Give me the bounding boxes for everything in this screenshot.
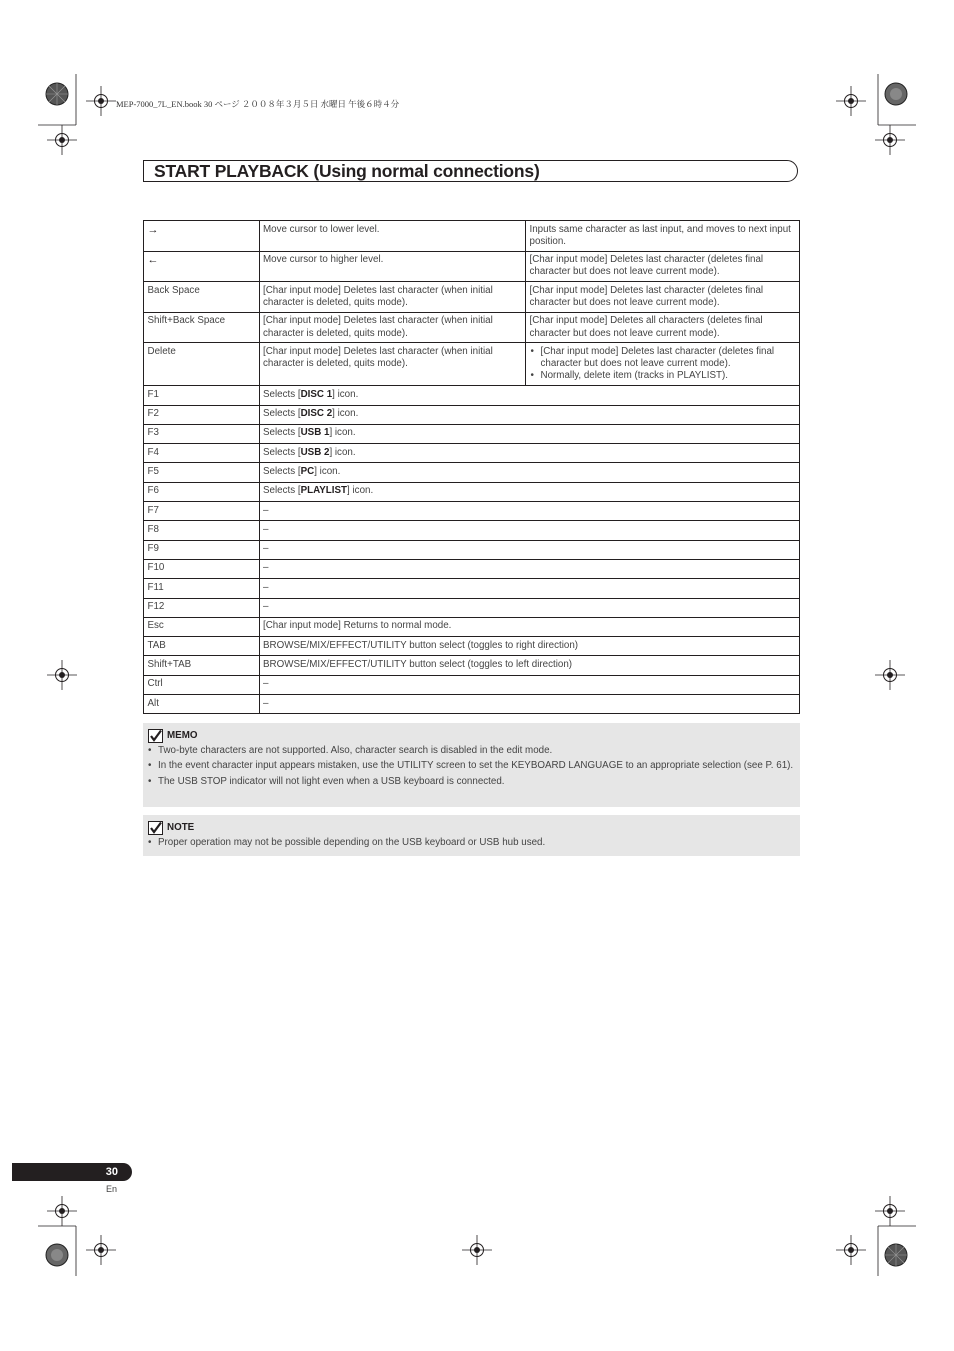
key-cell: F5 bbox=[144, 463, 260, 482]
table-row bbox=[144, 675, 800, 694]
list-item: • Two-byte characters are not supported. Also, character search is disabled in the edit mode. bbox=[148, 745, 794, 757]
key-cell bbox=[144, 221, 260, 252]
action-cell: [Char input mode] Returns to normal mode. bbox=[259, 617, 800, 636]
bullet-list bbox=[530, 346, 797, 383]
action-cell bbox=[526, 343, 800, 386]
action-cell: Selects [PC] icon. bbox=[259, 463, 800, 482]
action-cell: [Char input mode] Deletes last character (deletes final character but does not leave current mode). bbox=[526, 282, 800, 313]
list-item: • Proper operation may not be possible depending on the USB keyboard or USB hub used. bbox=[148, 837, 794, 849]
keyboard-operations-table bbox=[143, 220, 800, 714]
action-cell: [Char input mode] Deletes last character (deletes final character but does not leave current mode). bbox=[526, 251, 800, 282]
action-cell: – bbox=[259, 540, 800, 559]
key-cell: Back Space bbox=[144, 282, 260, 313]
table-row bbox=[144, 463, 800, 482]
key-cell: F2 bbox=[144, 405, 260, 424]
action-cell: [Char input mode] Deletes last character (when initial character is deleted, quits mode). bbox=[259, 343, 526, 386]
page-title: START PLAYBACK (Using normal connections) bbox=[143, 160, 798, 182]
key-cell: Alt bbox=[144, 695, 260, 714]
key-cell: F11 bbox=[144, 579, 260, 598]
key-cell: F3 bbox=[144, 424, 260, 443]
action-cell: Selects [PLAYLIST] icon. bbox=[259, 482, 800, 501]
table-row bbox=[144, 579, 800, 598]
key-cell: Ctrl bbox=[144, 675, 260, 694]
list-item: • The USB STOP indicator will not light even when a USB keyboard is connected. bbox=[148, 776, 794, 788]
list-item: • Normally, delete item (tracks in PLAYLIST). bbox=[530, 370, 797, 382]
table-row bbox=[144, 221, 800, 252]
key-cell bbox=[144, 251, 260, 282]
table-row bbox=[144, 637, 800, 656]
action-cell: Inputs same character as last input, and moves to next input position. bbox=[526, 221, 800, 252]
print-header: MEP-7000_7L_EN.book 30 ページ ２００８年３月５日 水曜日 午後６時４分 bbox=[116, 99, 400, 109]
action-cell: Selects [DISC 1] icon. bbox=[259, 386, 800, 405]
action-cell: Selects [DISC 2] icon. bbox=[259, 405, 800, 424]
note-heading: NOTE bbox=[148, 821, 794, 835]
action-cell: – bbox=[259, 695, 800, 714]
action-cell: Selects [USB 1] icon. bbox=[259, 424, 800, 443]
icon-name: PC bbox=[300, 465, 315, 477]
key-cell: F4 bbox=[144, 444, 260, 463]
action-cell: – bbox=[259, 598, 800, 617]
action-cell: BROWSE/MIX/EFFECT/UTILITY button select (toggles to left direction) bbox=[259, 656, 800, 675]
key-cell: Shift+Back Space bbox=[144, 312, 260, 343]
key-cell: F12 bbox=[144, 598, 260, 617]
action-cell: [Char input mode] Deletes last character (when initial character is deleted, quits mode). bbox=[259, 282, 526, 313]
icon-name: USB 2 bbox=[300, 446, 330, 458]
list-item: • In the event character input appears mistaken, use the UTILITY screen to set the KEYBOARD LANGUAGE to an appropriate selection (see P. 61). bbox=[148, 760, 794, 772]
table-row bbox=[144, 656, 800, 675]
right-arrow-icon: → bbox=[147, 223, 159, 236]
table-row bbox=[144, 343, 800, 386]
table-row bbox=[144, 559, 800, 578]
key-cell: F9 bbox=[144, 540, 260, 559]
action-cell: Move cursor to lower level. bbox=[259, 221, 526, 252]
key-cell: F8 bbox=[144, 521, 260, 540]
table-row bbox=[144, 521, 800, 540]
icon-name: DISC 2 bbox=[300, 408, 333, 420]
table-row bbox=[144, 282, 800, 313]
action-cell: – bbox=[259, 502, 800, 521]
checkmark-icon bbox=[148, 821, 163, 835]
icon-name: DISC 1 bbox=[300, 388, 333, 400]
language-code: En bbox=[106, 1184, 118, 1194]
action-cell: [Char input mode] Deletes last character (when initial character is deleted, quits mode). bbox=[259, 312, 526, 343]
table-row bbox=[144, 405, 800, 424]
table-row bbox=[144, 386, 800, 405]
memo-heading: MEMO bbox=[148, 729, 794, 743]
key-cell: F10 bbox=[144, 559, 260, 578]
table-row bbox=[144, 695, 800, 714]
action-cell: BROWSE/MIX/EFFECT/UTILITY button select (toggles to right direction) bbox=[259, 637, 800, 656]
table-row bbox=[144, 251, 800, 282]
note-box bbox=[143, 815, 800, 856]
key-cell: F7 bbox=[144, 502, 260, 521]
key-cell: F1 bbox=[144, 386, 260, 405]
action-cell: – bbox=[259, 521, 800, 540]
table-row bbox=[144, 540, 800, 559]
table-row bbox=[144, 617, 800, 636]
table-row bbox=[144, 502, 800, 521]
key-cell: Delete bbox=[144, 343, 260, 386]
note-list bbox=[148, 837, 794, 849]
icon-name: USB 1 bbox=[300, 427, 330, 439]
memo-list bbox=[148, 745, 794, 788]
left-arrow-icon: ← bbox=[147, 254, 159, 267]
action-cell: – bbox=[259, 559, 800, 578]
icon-name: PLAYLIST bbox=[300, 485, 348, 497]
table-row bbox=[144, 598, 800, 617]
table-row bbox=[144, 312, 800, 343]
table-row bbox=[144, 424, 800, 443]
table-row bbox=[144, 444, 800, 463]
list-item: • [Char input mode] Deletes last character (deletes final character but does not leave current mode). bbox=[530, 346, 797, 371]
action-cell: [Char input mode] Deletes all characters (deletes final character but does not leave current mode). bbox=[526, 312, 800, 343]
checkmark-icon bbox=[148, 729, 163, 743]
memo-box bbox=[143, 723, 800, 807]
key-cell: TAB bbox=[144, 637, 260, 656]
action-cell: Selects [USB 2] icon. bbox=[259, 444, 800, 463]
table-row bbox=[144, 482, 800, 501]
action-cell: – bbox=[259, 675, 800, 694]
page-number: 30 bbox=[12, 1163, 132, 1181]
key-cell: Shift+TAB bbox=[144, 656, 260, 675]
key-cell: Esc bbox=[144, 617, 260, 636]
key-cell: F6 bbox=[144, 482, 260, 501]
action-cell: Move cursor to higher level. bbox=[259, 251, 526, 282]
action-cell: – bbox=[259, 579, 800, 598]
